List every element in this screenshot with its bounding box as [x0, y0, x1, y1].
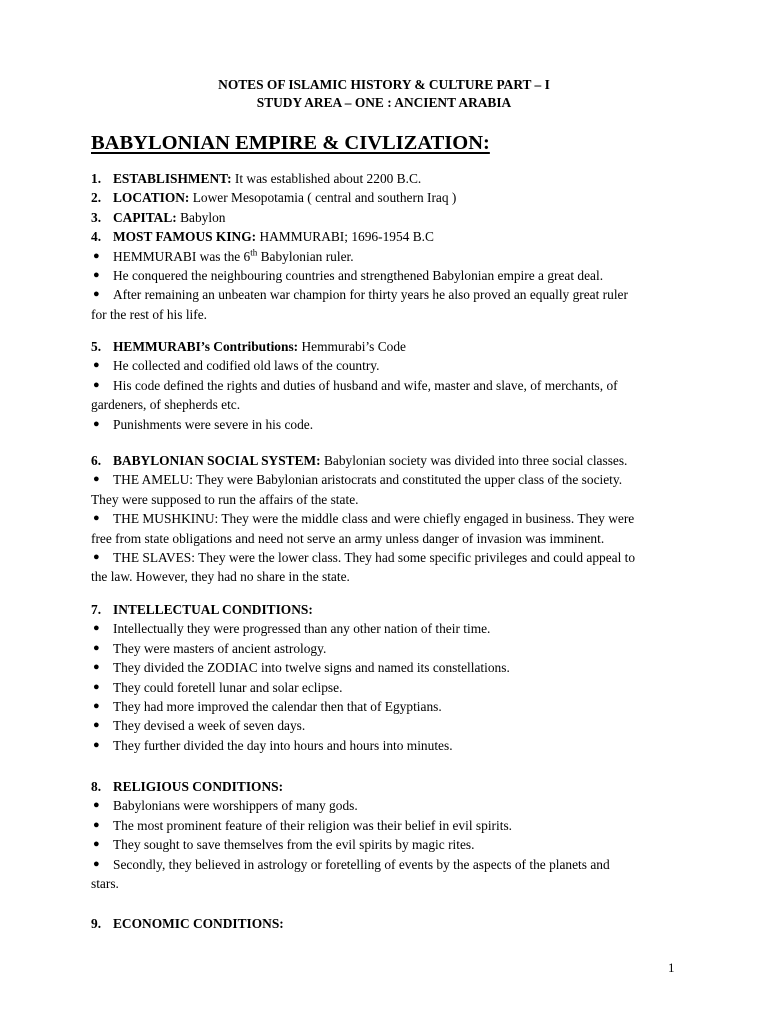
section-intellectual [91, 600, 703, 755]
document-title: NOTES OF ISLAMIC HISTORY & CULTURE PART – I [218, 77, 550, 92]
item-label: CAPITAL: [113, 209, 177, 225]
section-label: HEMMURABI’s Contributions: [113, 339, 299, 354]
bullet-item [91, 619, 703, 638]
item-number: 2. [91, 190, 102, 206]
section-heading [91, 337, 703, 356]
bullet-text: They divided the ZODIAC into twelve signs and named its constellations. [113, 660, 510, 676]
bullet-item [91, 736, 703, 755]
bullet-item [91, 285, 703, 324]
list-item [91, 188, 703, 207]
bullet-icon: ● [93, 799, 100, 812]
section-contributions [91, 337, 703, 434]
bullet-icon: ● [93, 700, 100, 713]
bullet-item [91, 658, 703, 677]
section-number: 9. [91, 916, 102, 931]
section-number: 8. [91, 779, 102, 794]
bullet-item [91, 266, 703, 285]
bullet-icon: ● [93, 622, 100, 635]
section-label: ECONOMIC CONDITIONS: [113, 916, 284, 931]
bullet-icon: ● [93, 288, 100, 301]
item-label: ESTABLISHMENT: [113, 171, 232, 186]
bullet-text: Secondly, they believed in astrology or foretelling of events by the aspects of the planets and [113, 856, 610, 872]
item-number: 1. [91, 171, 102, 186]
bullet-icon: ● [93, 378, 100, 391]
section-label: RELIGIOUS CONDITIONS: [113, 779, 284, 794]
section-heading [91, 914, 703, 933]
page-number: 1 [668, 960, 675, 975]
bullet-icon: ● [93, 551, 100, 564]
document-subtitle: STUDY AREA – ONE : ANCIENT ARABIA [256, 95, 512, 110]
bullet-text-continued: They were supposed to run the affairs of the state. [91, 491, 359, 507]
bullet-item [91, 548, 703, 587]
section-label: INTELLECTUAL CONDITIONS: [113, 602, 313, 617]
bullet-text: They had more improved the calendar then that of Egyptians. [113, 699, 442, 715]
item-number: 3. [91, 209, 102, 225]
bullet-item [91, 816, 703, 835]
ordinal-suffix: th [250, 247, 258, 258]
bullet-icon: ● [93, 838, 100, 851]
bullet-item [91, 247, 703, 266]
bullet-icon: ● [93, 641, 100, 654]
bullet-icon: ● [93, 680, 100, 693]
bullet-item [91, 855, 703, 894]
item-label: LOCATION: [113, 190, 190, 206]
item-text: It was established about 2200 B.C. [231, 171, 422, 186]
bullet-icon: ● [93, 359, 100, 372]
bullet-text: Babylonians were worshippers of many gods. [113, 798, 358, 814]
section-text: Babylonian society was divided into three social classes. [320, 453, 628, 468]
bullet-icon: ● [93, 417, 100, 430]
list-item [91, 227, 703, 246]
bullet-text: HEMMURABI was the 6 [113, 248, 251, 264]
section-heading [91, 600, 703, 619]
bullet-item [91, 835, 703, 854]
bullet-item [91, 415, 703, 434]
bullet-text: Babylonian ruler. [257, 248, 354, 264]
bullet-icon: ● [93, 857, 100, 870]
list-item [91, 208, 703, 227]
section-number: 7. [91, 602, 102, 617]
bullet-item [91, 356, 703, 375]
bullet-text: THE AMELU: They were Babylonian aristocrats and constituted the upper class of the society. [113, 472, 623, 488]
bullet-text: They could foretell lunar and solar eclipse. [113, 679, 343, 695]
item-text: Babylon [176, 209, 226, 225]
bullet-item [91, 509, 703, 548]
section-overview [91, 169, 703, 324]
bullet-text-continued: gardeners, of shepherds etc. [91, 397, 241, 413]
bullet-item [91, 376, 703, 415]
bullet-icon: ● [93, 738, 100, 751]
bullet-text: His code defined the rights and duties of husband and wife, master and slave, of merchants, of [113, 377, 618, 393]
bullet-icon: ● [93, 512, 100, 525]
bullet-text: He collected and codified old laws of the country. [113, 358, 380, 374]
bullet-item [91, 697, 703, 716]
section-heading [91, 777, 703, 796]
item-label: MOST FAMOUS KING: [113, 229, 257, 245]
section-social-system [91, 451, 703, 587]
bullet-text: They further divided the day into hours and hours into minutes. [113, 737, 453, 753]
bullet-text-continued: free from state obligations and need not serve an army unless danger of invasion was imminent. [91, 530, 605, 546]
section-number: 5. [91, 339, 102, 354]
bullet-text: He conquered the neighbouring countries and strengthened Babylonian empire a great deal. [113, 268, 604, 284]
bullet-text-continued: the law. However, they had no share in the state. [91, 569, 350, 585]
list-item [91, 169, 703, 188]
bullet-item [91, 639, 703, 658]
bullet-text: The most prominent feature of their religion was their belief in evil spirits. [113, 817, 513, 833]
section-religious [91, 777, 703, 893]
section-number: 6. [91, 453, 102, 468]
bullet-icon: ● [93, 719, 100, 732]
bullet-text-continued: stars. [91, 876, 119, 892]
bullet-item [91, 796, 703, 815]
bullet-item [91, 470, 703, 509]
bullet-icon: ● [93, 661, 100, 674]
bullet-text: After remaining an unbeaten war champion for thirty years he also proved an equally great ruler [113, 287, 628, 303]
bullet-text: THE MUSHKINU: They were the middle class and were chiefly engaged in business. They were [113, 511, 635, 527]
bullet-text: Intellectually they were progressed than any other nation of their time. [113, 621, 491, 637]
item-text: HAMMURABI; 1696-1954 B.C [256, 229, 434, 245]
bullet-text: THE SLAVES: They were the lower class. They had some specific privileges and could appeal to [113, 550, 636, 566]
bullet-icon: ● [93, 473, 100, 486]
bullet-item [91, 716, 703, 735]
bullet-text: They sought to save themselves from the evil spirits by magic rites. [113, 837, 475, 853]
bullet-icon: ● [93, 818, 100, 831]
section-economic [91, 914, 703, 933]
section-label: BABYLONIAN SOCIAL SYSTEM: [113, 453, 321, 468]
bullet-icon: ● [93, 269, 100, 282]
item-number: 4. [91, 229, 102, 245]
bullet-text: They were masters of ancient astrology. [113, 640, 327, 656]
item-text: Lower Mesopotamia ( central and southern Iraq ) [189, 190, 457, 206]
bullet-text: Punishments were severe in his code. [113, 416, 314, 432]
section-text: Hemmurabi’s Code [298, 339, 406, 354]
section-heading [91, 451, 703, 470]
bullet-icon: ● [93, 249, 100, 262]
bullet-item [91, 678, 703, 697]
bullet-text-continued: for the rest of his life. [91, 306, 208, 322]
bullet-text: They devised a week of seven days. [113, 718, 306, 734]
main-heading: BABYLONIAN EMPIRE & CIVLIZATION: [91, 132, 490, 154]
